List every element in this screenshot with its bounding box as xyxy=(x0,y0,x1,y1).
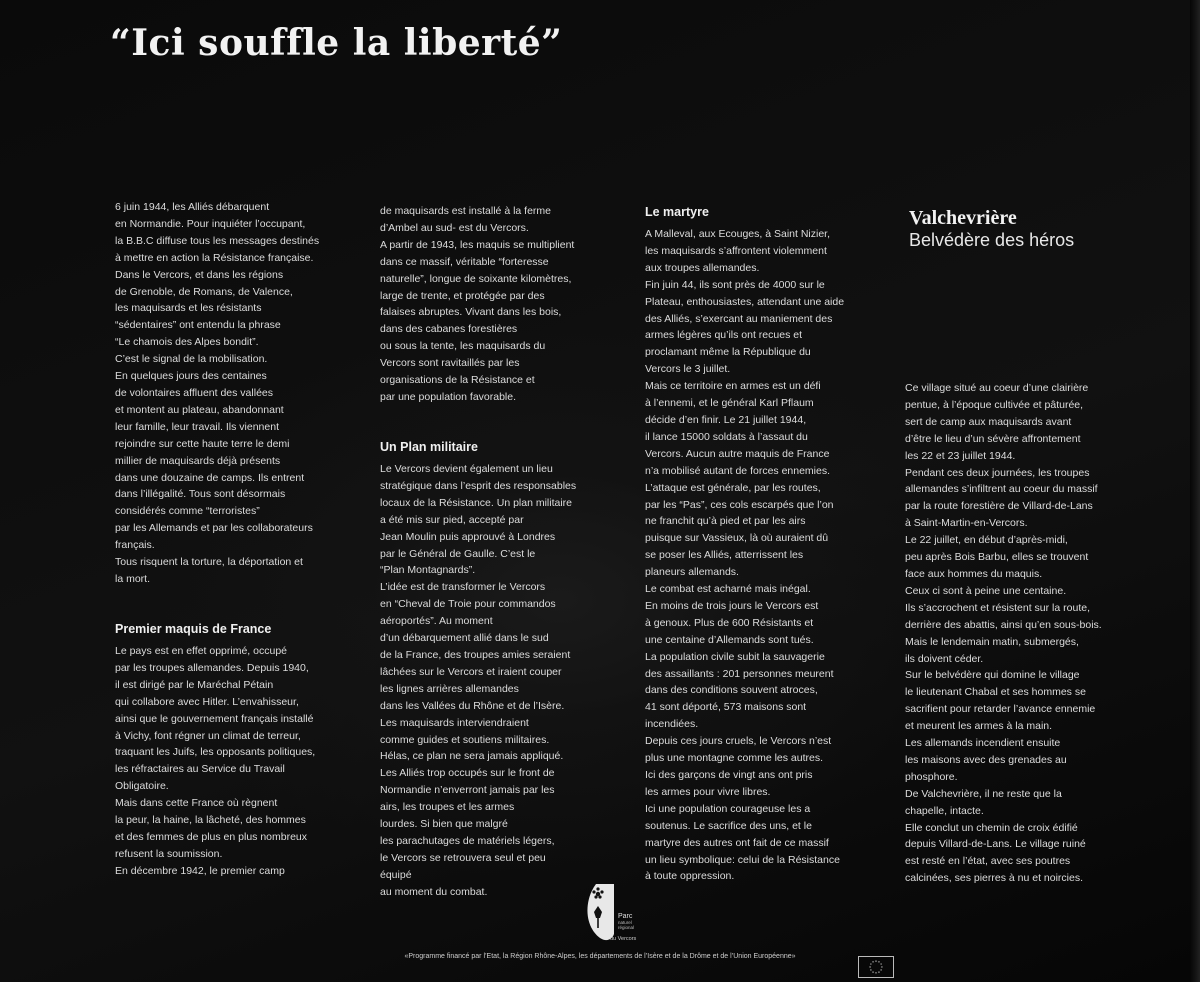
eu-star xyxy=(870,969,871,970)
text-line: Ceux ci sont à peine une centaine. xyxy=(905,584,1067,597)
eu-star xyxy=(872,971,873,972)
text-line: airs, les troupes et les armes xyxy=(380,801,515,814)
text-line: à Saint-Martin-en-Vercors. xyxy=(905,517,1028,530)
text-line: comme guides et soutiens militaires. xyxy=(380,733,550,746)
text-line: plus une montagne comme les autres. xyxy=(645,752,824,765)
text-line: locaux de la Résistance. Un plan militaire xyxy=(380,496,573,509)
text-line: Les allemands incendient ensuite xyxy=(905,737,1061,750)
premier-maquis-text xyxy=(115,643,320,880)
eu-star xyxy=(881,966,882,967)
eu-star xyxy=(875,960,876,961)
plan-militaire-text xyxy=(380,461,580,901)
ambel-text xyxy=(380,203,580,406)
text-line: allemandes s’infiltrent au coeur du massif xyxy=(905,483,1098,496)
text-line: considérés comme “terroristes” xyxy=(115,505,260,518)
text-line: Les Alliés trop occupés sur le front de xyxy=(380,767,555,780)
text-line: qui collabore avec Hitler. L’envahisseur, xyxy=(115,695,299,708)
text-line: en Normandie. Pour inquiéter l’occupant, xyxy=(115,217,306,230)
text-line: “Le chamois des Alpes bondit”. xyxy=(115,336,259,349)
text-line: de volontaires affluent des vallées xyxy=(115,386,273,399)
text-line: face aux hommes du maquis. xyxy=(905,567,1043,580)
text-line: “Plan Montagnards”. xyxy=(380,564,476,577)
martyre-text xyxy=(645,226,845,885)
text-line: dans les Vallées du Rhône et de l’Isère. xyxy=(380,699,565,712)
text-line: d’un débarquement allié dans le sud xyxy=(380,632,549,645)
text-line: En quelques jours des centaines xyxy=(115,370,267,383)
text-line: Le pays est en effet opprimé, occupé xyxy=(115,645,287,657)
text-line: dans l’illégalité. Tous sont désormais xyxy=(115,488,286,501)
text-line: Dans le Vercors, et dans les régions xyxy=(115,268,284,281)
text-line: par la route forestière de Villard-de-Lans xyxy=(905,500,1093,513)
text-line: C’est le signal de la mobilisation. xyxy=(115,353,268,366)
text-line: un lieu symbolique: celui de la Résistance xyxy=(645,853,840,866)
eu-star xyxy=(878,971,879,972)
text-line: Le 22 juillet, en début d’après-midi, xyxy=(905,534,1068,547)
text-line: les lignes arrières allemandes xyxy=(380,682,519,695)
column-valchevriere xyxy=(905,380,1120,887)
text-line: armes légères qu’ils ont recues et xyxy=(645,329,802,342)
text-line: les armes pour vivre libres. xyxy=(645,785,771,798)
text-line: peu après Bois Barbu, elles se trouvent xyxy=(905,551,1089,564)
text-line: Hélas, ce plan ne sera jamais appliqué. xyxy=(380,750,564,763)
text-line: la mort. xyxy=(115,572,151,585)
text-line: Vercors sont ravitaillés par les xyxy=(380,357,520,370)
text-line: pentue, à l’époque cultivée et pâturée, xyxy=(905,398,1084,411)
eu-flag-icon xyxy=(858,956,894,978)
text-line: L’idée est de transformer le Vercors xyxy=(380,581,546,594)
text-line: A partir de 1943, les maquis se multiplient xyxy=(380,238,575,251)
text-line: L’attaque est générale, par les routes, xyxy=(645,481,821,494)
text-line: ne franchit qu’à pied et par les airs xyxy=(645,515,806,528)
text-line: aéroportés”. Au moment xyxy=(380,615,493,628)
text-line: le Vercors se retrouvera seul et peu équipé xyxy=(380,851,546,881)
text-line: par les Allemands et par les collaborateurs xyxy=(115,522,313,535)
text-line: Le combat est acharné mais inégal. xyxy=(645,583,811,596)
text-line: martyre des autres ont fait de ce massif xyxy=(645,836,829,849)
text-line: depuis Villard-de-Lans. Le village ruiné xyxy=(905,838,1086,851)
panel-edge xyxy=(1190,0,1200,982)
text-line: incendiées. xyxy=(645,718,699,731)
text-line: Plateau, enthousiastes, attendant une aide xyxy=(645,295,845,308)
text-line: décide d’en finir. Le 21 juillet 1944, xyxy=(645,413,807,426)
text-line: Ici des garçons de vingt ans ont pris xyxy=(645,769,813,781)
text-line: proclamant même la République du xyxy=(645,346,811,359)
text-line: les 22 et 23 juillet 1944. xyxy=(905,449,1016,462)
text-line: les parachutages de matériels légers, xyxy=(380,834,555,847)
text-line: et montent au plateau, abandonnant xyxy=(115,403,284,416)
text-line: phosphore. xyxy=(905,770,958,783)
text-line: les réfractaires au Service du Travail xyxy=(115,763,285,776)
text-line: sert de camp aux maquisards avant xyxy=(905,415,1072,428)
text-line: millier de maquisards déjà présents xyxy=(115,454,281,467)
text-line: naturelle”, longue de soixante kilomètres, xyxy=(380,272,572,285)
page-title: “Ici souffle la liberté” xyxy=(110,22,563,64)
eu-star xyxy=(870,963,871,964)
text-line: à Vichy, font régner un climat de terreur, xyxy=(115,729,301,742)
text-line: d’être le lieu d’un sévère affrontement xyxy=(905,432,1081,445)
column-intro xyxy=(115,199,320,877)
text-line: des assaillants : 201 personnes meurent xyxy=(645,667,834,680)
text-line: Pendant ces deux journées, les troupes xyxy=(905,466,1090,479)
text-line: il lance 15000 soldats à l’assaut du xyxy=(645,430,808,443)
text-line: rejoindre sur cette haute terre le demi xyxy=(115,437,290,450)
text-line: aux troupes allemandes. xyxy=(645,261,760,274)
text-line: Ce village situé au coeur d’une clairière xyxy=(905,382,1089,394)
logo-line-parc: Parc xyxy=(618,913,633,920)
text-line: refusent la soumission. xyxy=(115,847,223,860)
valchevriere-title-block xyxy=(909,207,1074,251)
text-line: par le Général de Gaulle. C’est le xyxy=(380,547,536,560)
text-line: Les maquisards interviendraient xyxy=(380,716,529,729)
eu-star xyxy=(878,961,879,962)
eu-star xyxy=(875,972,876,973)
valchevriere-subtitle: Belvédère des héros xyxy=(909,230,1075,250)
text-line: est resté en l’état, avec ses poutres xyxy=(905,855,1071,868)
text-line: Vercors. Aucun autre maquis de France xyxy=(645,447,830,460)
text-line: Tous risquent la torture, la déportation et xyxy=(115,556,303,569)
text-line: a été mis sur pied, accepté par xyxy=(380,513,524,526)
section-heading-premier-maquis: Premier maquis de France xyxy=(115,622,272,636)
section-heading-plan-militaire: Un Plan militaire xyxy=(380,440,478,454)
text-line: Mais ce territoire en armes est un défi xyxy=(645,380,821,393)
text-line: à l’ennemi, et le général Karl Pflaum xyxy=(645,397,814,410)
logo-line-regional: régional xyxy=(618,925,635,930)
text-line: à genoux. Plus de 600 Résistants et xyxy=(645,616,814,629)
text-line: Elle conclut un chemin de croix édifié xyxy=(905,821,1078,834)
text-line: Mais le lendemain matin, submergés, xyxy=(905,635,1079,648)
text-line: à mettre en action la Résistance française. xyxy=(115,251,314,264)
text-line: en “Cheval de Troie pour commandos xyxy=(380,598,556,611)
text-line: large de trente, et protégée par des xyxy=(380,289,545,302)
text-line: dans ce massif, véritable “forteresse xyxy=(380,255,549,268)
text-line: une centaine d’Allemands sont tués. xyxy=(645,633,814,646)
text-line: des Alliés, s’exercant au maniement des xyxy=(645,312,833,325)
text-line: Fin juin 44, ils sont près de 4000 sur le xyxy=(645,278,825,291)
text-line: de Grenoble, de Romans, de Valence, xyxy=(115,285,293,298)
text-line: derrière des abattis, ainsi qu’en sous-bois. xyxy=(905,618,1102,631)
column-plan xyxy=(380,203,580,898)
parc-vercors-logo xyxy=(580,878,650,948)
text-line: les maisons avec des grenades au xyxy=(905,753,1067,766)
text-line: lourdes. Si bien que malgré xyxy=(380,818,508,831)
text-line: organisations de la Résistance et xyxy=(380,374,535,387)
text-line: Normandie n’enverront jamais par les xyxy=(380,784,555,797)
text-line: Sur le belvédère qui domine le village xyxy=(905,669,1080,682)
text-line: De Valchevrière, il ne reste que la xyxy=(905,787,1062,800)
text-line: puisque sur Vassieux, là où auraient dû xyxy=(645,532,829,545)
eu-star xyxy=(869,966,870,967)
text-line: Ici une population courageuse les a xyxy=(645,802,811,815)
text-line: de la France, des troupes amies seraient xyxy=(380,648,571,661)
text-line: lâchées sur le Vercors et iraient couper xyxy=(380,665,562,678)
eu-star xyxy=(880,963,881,964)
text-line: par les “Pas”, ces cols escarpés que l’on xyxy=(645,498,834,511)
text-line: “sédentaires” ont entendu la phrase xyxy=(115,319,281,332)
text-line: dans des conditions souvent atroces, xyxy=(645,684,818,697)
text-line: 6 juin 1944, les Alliés débarquent xyxy=(115,201,270,213)
text-line: Le Vercors devient également un lieu xyxy=(380,463,553,475)
text-line: dans une douzaine de camps. Ils entrent xyxy=(115,471,305,484)
text-line: planeurs allemands. xyxy=(645,566,739,579)
text-line: En moins de trois jours le Vercors est xyxy=(645,599,819,612)
text-line: Depuis ces jours cruels, le Vercors n’est xyxy=(645,735,832,748)
text-line: n’a mobilisé autant de forces ennemies. xyxy=(645,464,831,477)
text-line: les maquisards et les résistants xyxy=(115,302,262,315)
text-line: Vercors le 3 juillet. xyxy=(645,363,731,376)
section-heading-martyre: Le martyre xyxy=(645,205,709,219)
valchevriere-title: Valchevrière xyxy=(909,207,1017,229)
text-line: au moment du combat. xyxy=(380,885,488,898)
text-line: par les troupes allemandes. Depuis 1940, xyxy=(115,661,309,674)
text-line: et des femmes de plus en plus nombreux xyxy=(115,830,308,843)
text-line: de maquisards est installé à la ferme xyxy=(380,205,551,217)
text-line: Obligatoire. xyxy=(115,780,169,793)
text-line: la peur, la haine, la lâcheté, des hommes xyxy=(115,814,306,827)
text-line: se poser les Alliés, atterrissent les xyxy=(645,549,804,562)
text-line: leur famille, leur travail. Ils viennent xyxy=(115,420,279,433)
eu-star xyxy=(880,969,881,970)
text-line: traquant les Juifs, les opposants politiques, xyxy=(115,746,316,759)
text-line: français. xyxy=(115,539,155,552)
text-line: ils doivent céder. xyxy=(905,652,984,665)
text-line: soutenus. Le sacrifice des uns, et le xyxy=(645,819,812,832)
text-line: ainsi que le gouvernement français installé xyxy=(115,712,314,725)
funding-footer: «Programme financé par l’Etat, la Région Rhône-Alpes, les départements de l’Isère et de la Drôme et de l’Union Européenne» xyxy=(404,953,796,960)
text-line: En décembre 1942, le premier camp xyxy=(115,864,285,877)
text-line: la B.B.C diffuse tous les messages destinés xyxy=(115,234,320,247)
text-line: chapelle, intacte. xyxy=(905,804,984,817)
text-line: Mais dans cette France où règnent xyxy=(115,797,278,810)
text-line: Jean Moulin puis approuvé à Londres xyxy=(380,530,556,543)
text-line: calcinées, ses pierres à nu et noircies. xyxy=(905,872,1084,885)
text-line: ou sous la tente, les maquisards du xyxy=(380,340,546,353)
text-line: d’Ambel au sud- est du Vercors. xyxy=(380,221,529,234)
text-line: Ils s’accrochent et résistent sur la route, xyxy=(905,601,1090,614)
text-line: à toute oppression. xyxy=(645,870,735,883)
text-line: le lieutenant Chabal et ses hommes se xyxy=(905,686,1086,699)
text-line: sacrifient pour retarder l’avance ennemie xyxy=(905,703,1096,716)
text-line: La population civile subit la sauvagerie xyxy=(645,650,825,663)
valchevriere-text xyxy=(905,380,1120,887)
text-line: stratégique dans l’esprit des responsables xyxy=(380,479,577,492)
text-line: par une population favorable. xyxy=(380,390,517,403)
logo-line-naturel: naturel xyxy=(618,920,632,925)
intro-text xyxy=(115,199,320,588)
text-line: les maquisards s’affrontent violemment xyxy=(645,244,827,257)
text-line: il est dirigé par le Maréchal Pétain xyxy=(115,678,274,691)
logo-line-vercors: du Vercors xyxy=(610,936,637,942)
text-line: dans des cabanes forestières xyxy=(380,323,518,336)
text-line: A Malleval, aux Ecouges, à Saint Nizier, xyxy=(645,228,831,240)
eu-star xyxy=(872,961,873,962)
text-line: et meurent les armes à la main. xyxy=(905,720,1053,733)
text-line: falaises abruptes. Vivant dans les bois, xyxy=(380,306,562,319)
text-line: 41 sont déporté, 573 maisons sont xyxy=(645,701,807,714)
